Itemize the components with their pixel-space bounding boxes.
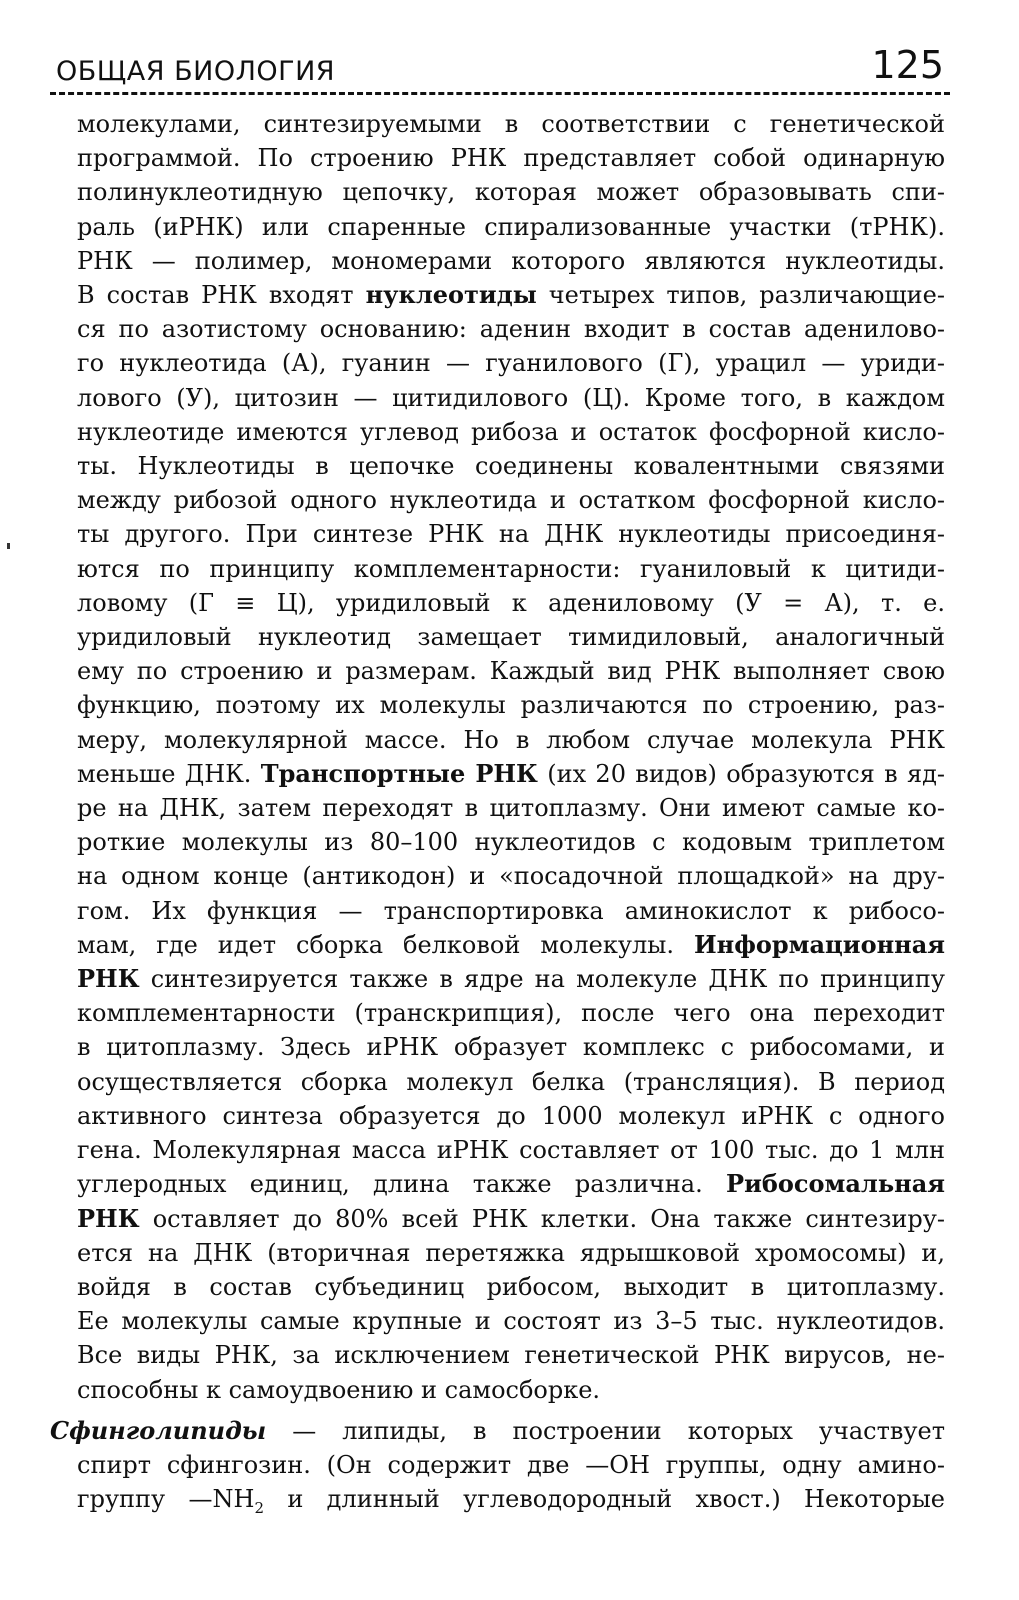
text-line (77, 586, 945, 620)
text-line (77, 1030, 945, 1064)
text-segment: и длинный углеводородный хвост.) Некоторые (264, 1485, 946, 1514)
text-segment: четырех типов, различающие- (536, 281, 945, 310)
text-line (77, 1099, 945, 1133)
text-segment: РНК — полимер, мономерами которого являются нуклеотиды. (77, 246, 945, 275)
text-line (77, 1236, 945, 1270)
text-line (77, 620, 945, 654)
text-line (77, 346, 945, 380)
text-segment: осуществляется сборка молекул белка (трансляция). В период (77, 1067, 945, 1096)
text-line (77, 517, 945, 551)
term-sphingolipids: Сфинголипиды (50, 1416, 267, 1445)
text-line (50, 1414, 945, 1448)
text-segment: уридиловый нуклеотид замещает тимидиловый, аналогичный (77, 623, 945, 652)
text-segment: программой. По строению РНК представляет собой одинарную (77, 144, 945, 173)
term: РНК (77, 964, 140, 994)
text-segment: ре на ДНК, затем переходят в цитоплазму. Они имеют самые ко- (77, 794, 945, 823)
article-sphingolipids (50, 1414, 945, 1517)
text-segment: ются по принципу комплементарности: гуаниловый к цитиди- (77, 554, 945, 583)
text-segment: функцию, поэтому их молекулы различаются по строению, раз- (77, 691, 945, 720)
text-segment: углеродных единиц, длина также различна. (77, 1170, 727, 1199)
text-line (77, 552, 945, 586)
text-segment: мам, где идет сборка белковой молекулы. (77, 930, 694, 959)
text-segment: активного синтеза образуется до 1000 молекул иРНК с одного (77, 1101, 945, 1130)
text-segment: ему по строению и размерам. Каждый вид РНК выполняет свою (77, 657, 945, 686)
text-line (77, 757, 945, 791)
term: Информационная (693, 929, 945, 959)
text-segment: меру, молекулярной массе. Но в любом случае молекула РНК (77, 725, 945, 754)
text-line (77, 1373, 945, 1407)
text-segment: синтезируется также в ядре на молекуле ДНК по принципу (139, 965, 945, 994)
text-segment: группу —NH (77, 1485, 255, 1514)
text-line (77, 381, 945, 415)
text-segment: Все виды РНК, за исключением генетической РНК вирусов, не- (77, 1341, 945, 1370)
text-line: спирт сфингозин. (Он содержит две —ОН группы, одну амино- (77, 1451, 945, 1480)
text-line (77, 654, 945, 688)
text-line (50, 1482, 945, 1516)
text-segment: ты. Нуклеотиды в цепочке соединены ковалентными связями (77, 452, 945, 481)
text-line (77, 1167, 945, 1201)
text-segment: ся по азотистому основанию: аденин входит в состав аденилово- (77, 315, 945, 344)
text-segment: В состав РНК входят (77, 281, 366, 310)
text-line (77, 1338, 945, 1372)
term: РНК (77, 1203, 140, 1233)
text-line (77, 1304, 945, 1338)
article-rna (77, 107, 945, 1407)
text-line (77, 141, 945, 175)
text-line (77, 962, 945, 996)
text-segment: молекулами, синтезируемыми в соответствии с генетической (77, 110, 945, 138)
text-line (77, 1202, 945, 1236)
text-line (77, 483, 945, 517)
text-line (77, 825, 945, 859)
text-segment: оставляет до 80% всей РНК клетки. Она также синтезиру- (139, 1204, 945, 1233)
text-line (77, 1270, 945, 1304)
text-line (77, 449, 945, 483)
text-segment: (их 20 видов) образуются в яд- (537, 759, 945, 788)
text-segment: на одном конце (антикодон) и «посадочной площадкой» на дру- (77, 862, 945, 891)
text-segment: полинуклеотидную цепочку, которая может образовывать спи- (77, 178, 945, 207)
text-line (77, 312, 945, 346)
term: Транспортные РНК (260, 758, 538, 788)
text-segment: меньше ДНК. (77, 759, 261, 788)
text-segment: Ее молекулы самые крупные и состоят из 3–5 тыс. нуклеотидов. (77, 1307, 945, 1336)
text-segment: ловому (Г ≡ Ц), уридиловый к адениловому (У = А), т. е. (77, 588, 945, 617)
text-segment: — липиды, в построении которых участвует (266, 1417, 945, 1445)
text-line (77, 175, 945, 209)
text-segment: ты другого. При синтезе РНК на ДНК нуклеотиды присоединя- (77, 520, 945, 549)
term: нуклеотиды (365, 280, 537, 310)
text-line (77, 894, 945, 928)
text-segment: гом. Их функция — транспортировка аминокислот к рибосо- (77, 896, 945, 925)
text-line (77, 1065, 945, 1099)
text-segment: комплементарности (транскрипция), после чего она переходит (77, 999, 945, 1028)
text-line (77, 928, 945, 962)
running-title: ОБЩАЯ БИОЛОГИЯ (56, 56, 336, 87)
text-line (77, 415, 945, 449)
text-segment: лового (У), цитозин — цитидилового (Ц). Кроме того, в каждом (77, 383, 945, 412)
text-segment: раль (иРНК) или спаренные спирализованные участки (тРНК). (77, 212, 945, 241)
scan-mark (7, 543, 10, 549)
page-number: 125 (871, 43, 944, 87)
text-line (77, 278, 945, 312)
text-line (77, 244, 945, 278)
text-segment: ется на ДНК (вторичная перетяжка ядрышковой хромосомы) и, (77, 1238, 945, 1267)
subscript: 2 (254, 1499, 264, 1518)
text-segment: гена. Молекулярная масса иРНК составляет от 100 тыс. до 1 млн (77, 1136, 945, 1165)
page-header (50, 40, 950, 95)
text-line (77, 996, 945, 1030)
text-line (77, 107, 945, 141)
text-line (77, 791, 945, 825)
text-segment: в цитоплазму. Здесь иРНК образует комплекс с рибосомами, и (77, 1033, 945, 1062)
text-line (77, 688, 945, 722)
text-segment: нуклеотиде имеются углевод рибоза и остаток фосфорной кисло- (77, 417, 945, 446)
text-segment: между рибозой одного нуклеотида и остатком фосфорной кисло- (77, 486, 945, 515)
text-line (77, 723, 945, 757)
text-segment: го нуклеотида (А), гуанин — гуанилового (Г), урацил — уриди- (77, 349, 945, 378)
text-segment: войдя в состав субъединиц рибосом, выходит в цитоплазму. (77, 1272, 945, 1301)
text-segment: способны к самоудвоению и самосборке. (77, 1375, 601, 1404)
text-line (77, 1133, 945, 1167)
term: Рибосомальная (726, 1169, 945, 1199)
text-segment: роткие молекулы из 80–100 нуклеотидов с кодовым триплетом (77, 828, 945, 857)
text-line (77, 210, 945, 244)
text-line (77, 859, 945, 893)
